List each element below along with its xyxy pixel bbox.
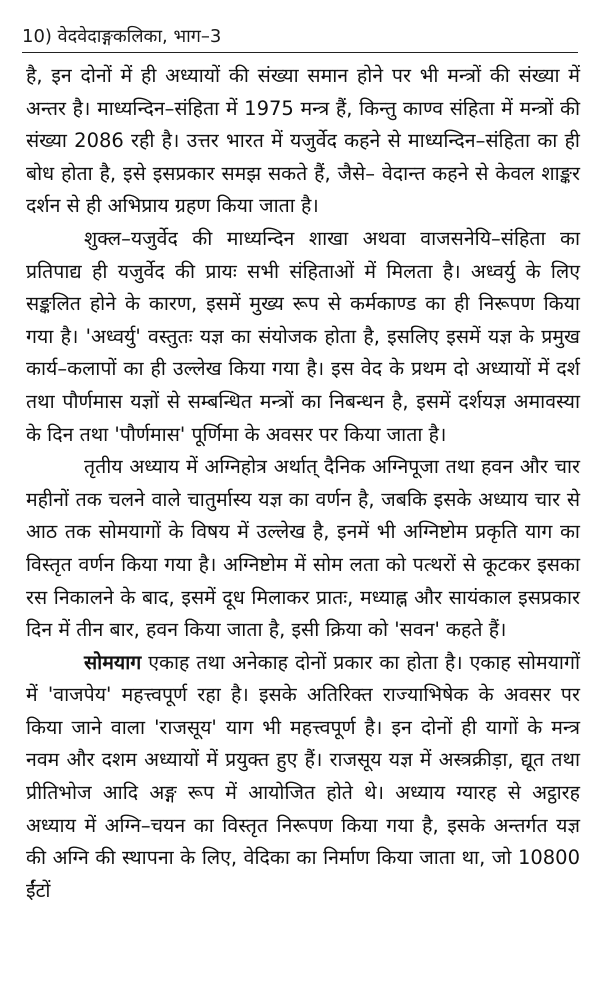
paragraph-4 bbox=[26, 647, 580, 908]
paragraph-3 bbox=[26, 451, 580, 647]
running-header: 10) वेदवेदाङ्गकलिका, भाग–3 bbox=[22, 22, 578, 53]
paragraph-2-text: शुक्ल–यजुर्वेद की माध्यन्दिन शाखा अथवा वाजसनेयि–संहिता का प्रतिपाद्य ही यजुर्वेद की प्रायः सभी संहिताओं में मिलता है। अध्वर्यु के लिए सङ्कलित होने के कारण, इसमें मुख्य रूप से कर्मकाण्ड का ही निरूपण किया गया है। 'अध्वर्यु' वस्तुतः यज्ञ का संयोजक होता है, इसलिए इसमें यज्ञ के प्रमुख कार्य–कलापों का ही उल्लेख किया गया है। इस वेद के प्रथम दो अध्यायों में दर्श तथा पौर्णमास यज्ञों से सम्बन्धित मन्त्रों का निबन्धन है, इसमें दर्शयज्ञ अमावस्या के दिन तथा 'पौर्णमास' पूर्णिमा के अवसर पर किया जाता है। bbox=[26, 226, 580, 446]
paragraph-4-text: एकाह तथा अनेकाह दोनों प्रकार का होता है। एकाह सोमयागों में 'वाजपेय' महत्त्वपूर्ण रहा है। इसके अतिरिक्त राज्याभिषेक के अवसर पर किया जाने वाला 'राजसूय' याग भी महत्त्वपूर्ण है। इन दोनों ही यागों के मन्त्र नवम और दशम अध्यायों में प्रयुक्त हुए हैं। राजसूय यज्ञ में अस्त्रक्रीड़ा, द्यूत तथा प्रीतिभोज आदि अङ्ग रूप में आयोजित होते थे। अध्याय ग्यारह से अट्ठारह अध्याय में अग्नि–चयन का विस्तृत निरूपण किया गया है, इसके अन्तर्गत यज्ञ की अग्नि की स्थापना के लिए, वेदिका का निर्माण किया जाता था, जो 10800 ईंटों bbox=[26, 650, 580, 902]
body-text bbox=[26, 60, 580, 907]
paragraph-2 bbox=[26, 223, 580, 451]
paragraph-3-text: तृतीय अध्याय में अग्निहोत्र अर्थात् दैनिक अग्निपूजा तथा हवन और चार महीनों तक चलने वाले चातुर्मास्य यज्ञ का वर्णन है, जबकि इसके अध्याय चार से आठ तक सोमयागों के विषय में उल्लेख है, इनमें भी अग्निष्टोम प्रकृति याग का विस्तृत वर्णन किया गया है। अग्निष्टोम में सोम लता को पत्थरों से कूटकर इसका रस निकालने के बाद, इसमें दूध मिलाकर प्रातः, मध्याह्न और सायंकाल इसप्रकार दिन में तीन बार, हवन किया जाता है, इसी क्रिया को 'सवन' कहते हैं। bbox=[26, 455, 580, 642]
paragraph-4-lead-term: सोमयाग bbox=[84, 650, 142, 674]
paragraph-1 bbox=[26, 60, 580, 223]
paragraph-1-text: है, इन दोनों में ही अध्यायों की संख्या समान होने पर भी मन्त्रों की संख्या में अन्तर है। माध्यन्दिन–संहिता में 1975 मन्त्र हैं, किन्तु काण्व संहिता में मन्त्रों की संख्या 2086 रही है। उत्तर भारत में यजुर्वेद कहने से माध्यन्दिन–संहिता का ही बोध होता है, इसे इसप्रकार समझ सकते हैं, जैसे– वेदान्त कहने से केवल शाङ्कर दर्शन से ही अभिप्राय ग्रहण किया जाता है। bbox=[26, 64, 580, 218]
